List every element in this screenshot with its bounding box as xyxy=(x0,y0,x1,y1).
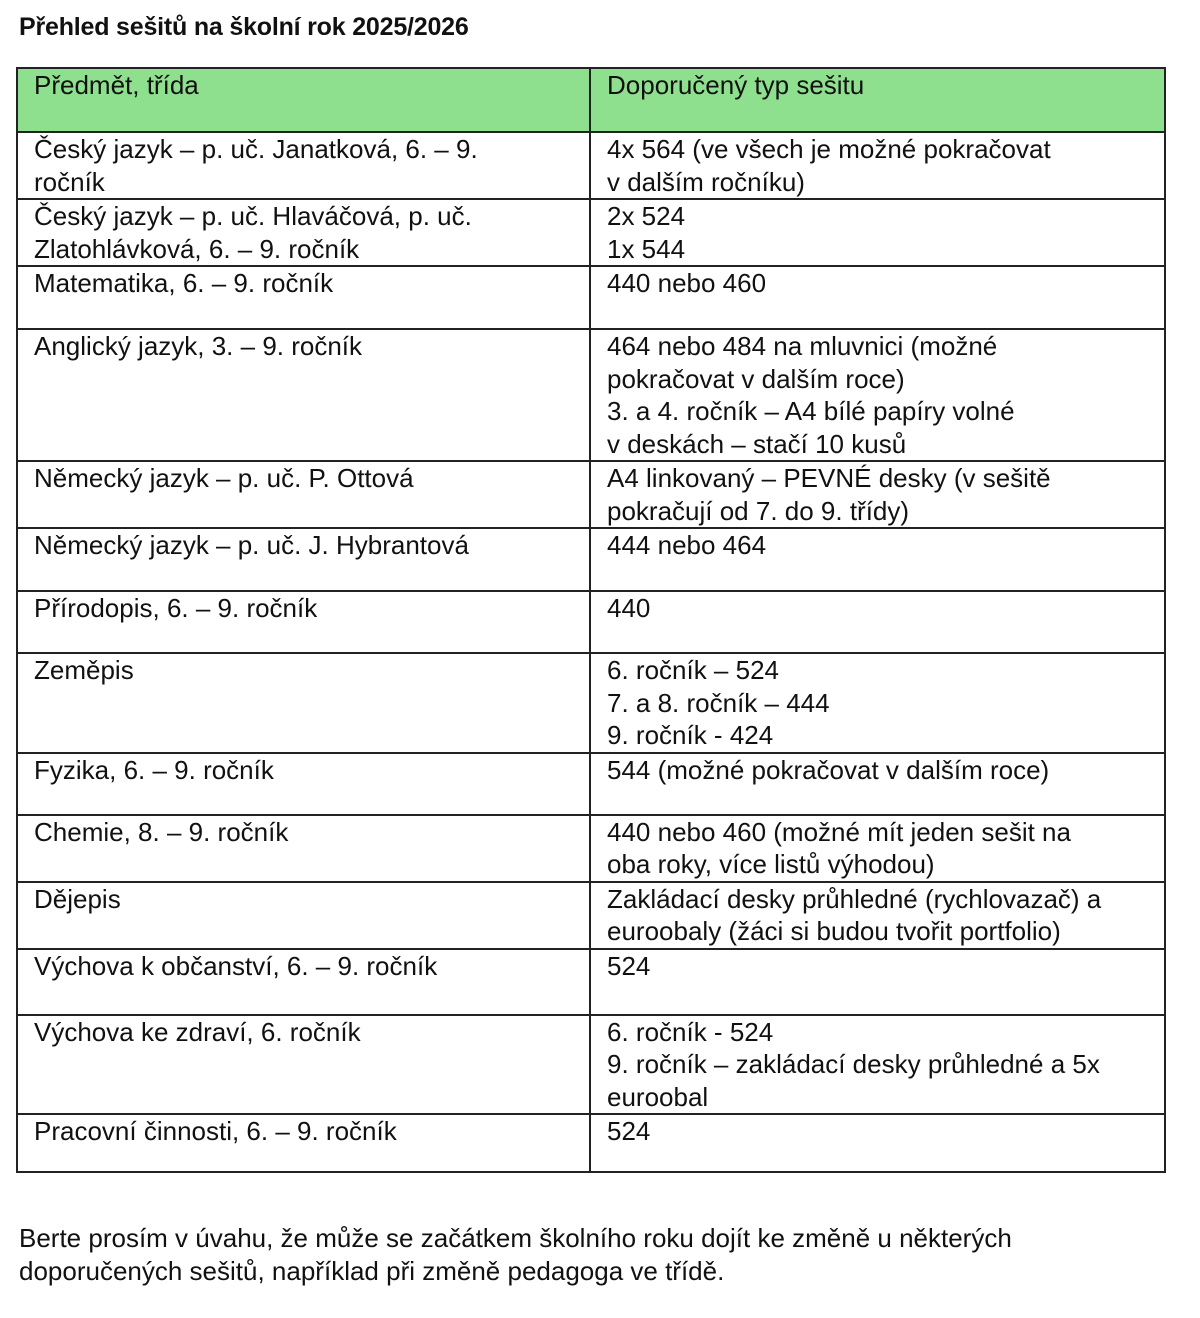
notebook-cell-line: 544 (možné pokračovat v dalším roce) xyxy=(607,754,1050,785)
table-row xyxy=(17,1015,1165,1115)
subject-cell xyxy=(17,753,590,815)
table-row xyxy=(17,1114,1165,1172)
subject-cell xyxy=(17,591,590,653)
notebook-cell xyxy=(590,1114,1165,1172)
subject-cell-line: Výchova k občanství, 6. – 9. ročník xyxy=(34,950,438,981)
notebook-cell xyxy=(590,132,1165,199)
subject-cell-line: Anglický jazyk, 3. – 9. ročník xyxy=(34,331,363,361)
notebook-cell xyxy=(590,591,1165,653)
notebook-cell-line: 1x 544 xyxy=(607,233,686,264)
notebook-cell-line: euroobal xyxy=(607,1081,709,1112)
notebook-cell-line: 440 nebo 460 (možné mít jeden sešit na xyxy=(607,816,1071,847)
notebook-cell-line: Zakládací desky průhledné (rychlovazač) a xyxy=(607,883,1102,914)
table-row xyxy=(17,329,1165,461)
notebook-cell-line: pokračovat v dalším roce) xyxy=(607,363,905,394)
notebook-cell-line: 3. a 4. ročník – A4 bílé papíry volné xyxy=(607,396,1015,426)
table-row xyxy=(17,949,1165,1015)
notebook-cell-line: euroobaly (žáci si budou tvořit portfolio) xyxy=(607,916,1061,946)
subject-cell-line: Matematika, 6. – 9. ročník xyxy=(34,268,334,298)
table-row xyxy=(17,528,1165,591)
table-header-row xyxy=(17,68,1165,132)
notebook-cell xyxy=(590,1015,1165,1115)
table-row xyxy=(17,591,1165,653)
footnote xyxy=(19,1222,1159,1287)
notebook-cell-line: oba roky, více listů výhodou) xyxy=(607,849,935,879)
notebook-cell xyxy=(590,653,1165,753)
table-row xyxy=(17,199,1165,266)
page-title: Přehled sešitů na školní rok 2025/2026 xyxy=(19,13,469,41)
subject-cell-line: Zlatohlávková, 6. – 9. ročník xyxy=(34,233,360,264)
notebook-cell-line: 464 nebo 484 na mluvnici (možné xyxy=(607,331,998,361)
table-row xyxy=(17,461,1165,528)
notebook-cell-line: 6. ročník - 524 xyxy=(607,1016,774,1047)
notebook-cell xyxy=(590,528,1165,591)
notebook-cell-line: 440 nebo 460 xyxy=(607,268,767,298)
footnote-line: doporučených sešitů, například při změně pedagoga ve třídě. xyxy=(19,1255,725,1286)
notebook-cell-line: 9. ročník – zakládací desky průhledné a 5x xyxy=(607,1049,1100,1079)
table-row xyxy=(17,753,1165,815)
subject-cell xyxy=(17,653,590,753)
subject-cell-line: Dějepis xyxy=(34,883,121,914)
notebook-cell-line: pokračují od 7. do 9. třídy) xyxy=(607,495,910,526)
notebook-cell-line: 440 xyxy=(607,593,651,623)
notebook-cell xyxy=(590,753,1165,815)
notebook-cell-line: 4x 564 (ve všech je možné pokračovat xyxy=(607,134,1051,164)
subject-cell xyxy=(17,461,590,528)
subject-cell xyxy=(17,949,590,1015)
notebook-cell-line: 524 xyxy=(607,950,651,981)
table-body xyxy=(17,132,1165,1172)
subject-cell xyxy=(17,199,590,266)
notebook-cell xyxy=(590,949,1165,1015)
subject-cell xyxy=(17,815,590,882)
table-row xyxy=(17,266,1165,329)
subject-cell-line: Německý jazyk – p. uč. J. Hybrantová xyxy=(34,530,469,560)
notebook-cell-line: 7. a 8. ročník – 444 xyxy=(607,687,830,718)
subject-cell-line: Český jazyk – p. uč. Hlaváčová, p. uč. xyxy=(34,201,472,231)
column-header-subject: Předmět, třída xyxy=(17,68,590,132)
subject-cell xyxy=(17,1114,590,1172)
notebook-cell-line: 524 xyxy=(607,1116,651,1146)
subject-cell-line: Pracovní činnosti, 6. – 9. ročník xyxy=(34,1116,397,1146)
table-row xyxy=(17,132,1165,199)
notebook-cell-line: A4 linkovaný – PEVNÉ desky (v sešitě xyxy=(607,463,1051,493)
notebook-cell-line: v deskách – stačí 10 kusů xyxy=(607,428,907,459)
notebook-table xyxy=(16,67,1166,1173)
subject-cell xyxy=(17,329,590,461)
subject-cell-line: Zeměpis xyxy=(34,655,134,685)
notebook-cell xyxy=(590,266,1165,329)
subject-cell-line: Německý jazyk – p. uč. P. Ottová xyxy=(34,463,414,493)
notebook-cell-line: 6. ročník – 524 xyxy=(607,655,779,685)
notebook-cell-line: v dalším ročníku) xyxy=(607,166,805,197)
notebook-cell xyxy=(590,815,1165,882)
table-row xyxy=(17,882,1165,949)
notebook-cell xyxy=(590,199,1165,266)
notebook-cell-line: 9. ročník - 424 xyxy=(607,720,774,750)
subject-cell-line: ročník xyxy=(34,166,105,197)
subject-cell-line: Chemie, 8. – 9. ročník xyxy=(34,816,289,847)
subject-cell xyxy=(17,1015,590,1115)
notebook-cell-line: 2x 524 xyxy=(607,201,686,231)
table-row xyxy=(17,815,1165,882)
subject-cell xyxy=(17,882,590,949)
subject-cell-line: Přírodopis, 6. – 9. ročník xyxy=(34,593,318,623)
notebook-cell-line: 444 nebo 464 xyxy=(607,530,767,560)
notebook-cell xyxy=(590,329,1165,461)
subject-cell xyxy=(17,266,590,329)
subject-cell xyxy=(17,528,590,591)
footnote-line: Berte prosím v úvahu, že může se začátkem školního roku dojít ke změně u některých xyxy=(19,1223,1012,1253)
subject-cell-line: Český jazyk – p. uč. Janatková, 6. – 9. xyxy=(34,134,478,164)
notebook-cell xyxy=(590,461,1165,528)
subject-cell-line: Fyzika, 6. – 9. ročník xyxy=(34,754,274,785)
subject-cell xyxy=(17,132,590,199)
subject-cell-line: Výchova ke zdraví, 6. ročník xyxy=(34,1016,361,1047)
column-header-notebook: Doporučený typ sešitu xyxy=(590,68,1165,132)
notebook-cell xyxy=(590,882,1165,949)
table-row xyxy=(17,653,1165,753)
